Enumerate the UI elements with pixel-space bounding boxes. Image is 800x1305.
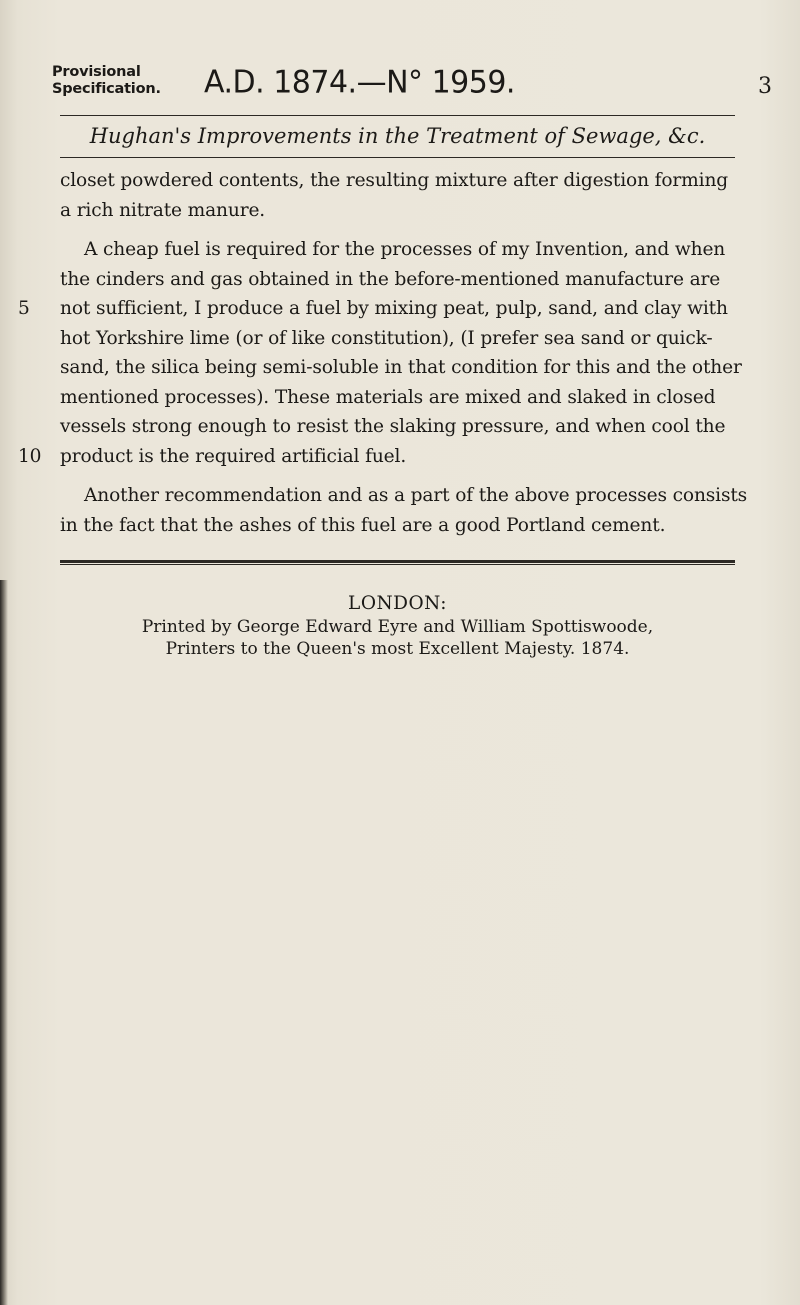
body-line-text: in the fact that the ashes of this fuel are a good Portland cement. [60,514,666,536]
printer-colophon [60,592,735,660]
body-line [18,294,740,324]
provisional-line: Provisional [52,64,141,80]
body-line-text: Another recommendation and as a part of the above processes consists [84,485,748,506]
colophon-printed-by: Printed by George Edward Eyre and William Spottiswoode, [141,617,654,637]
body-line [60,383,740,413]
body-line-text: hot Yorkshire lime (or of like constitution), (I prefer sea sand or quick- [60,327,713,349]
body-line [60,481,748,511]
body-line-text: vessels strong enough to resist the slaking pressure, and when cool the [60,416,726,437]
body-line [60,196,740,226]
body-line-text: mentioned processes). These materials are mixed and slaked in closed [60,386,716,408]
page-number: 3 [758,74,772,99]
body-line [60,324,740,354]
body-line-text: A cheap fuel is required for the processes of my Invention, and when [84,239,726,260]
body-line [60,235,740,265]
paragraph-gap [60,225,740,235]
page-edge-shadow [0,580,8,1305]
line-number: 5 [18,298,30,319]
body-line [18,442,740,472]
body-line-text: not sufficient, I produce a fuel by mixing peat, pulp, sand, and clay with [60,298,728,319]
specification-line: Specification. [52,81,161,97]
body-line-text: a rich nitrate manure. [60,199,266,221]
line-number: 10 [18,445,42,467]
closing-rule-thick [60,560,735,563]
header-rule [60,115,735,116]
page-header [52,62,772,112]
body-line [60,166,740,196]
body-line-text: product is the required artificial fuel. [60,445,407,467]
title-rule [60,157,735,158]
patent-code: A.D. 1874.—N° 1959. [204,64,515,101]
body-line [60,353,740,383]
body-line-text: the cinders and gas obtained in the before-mentioned manufacture are [60,268,721,290]
closing-rule-thin [60,564,735,565]
body-line [60,412,740,442]
body-line-text: closet powdered contents, the resulting mixture after digestion forming [60,170,729,191]
body-line-text: sand, the silica being semi-soluble in that condition for this and the other [60,357,742,378]
paragraph-gap [60,471,740,481]
body-text [18,166,748,540]
provisional-specification-label [52,64,161,98]
body-line [60,511,740,541]
colophon-printers: Printers to the Queen's most Excellent Majesty. 1874. [165,639,630,659]
running-title: Hughan's Improvements in the Treatment of Sewage, &c. [89,124,706,148]
colophon-city: LONDON: [348,593,447,614]
body-line [60,265,740,295]
